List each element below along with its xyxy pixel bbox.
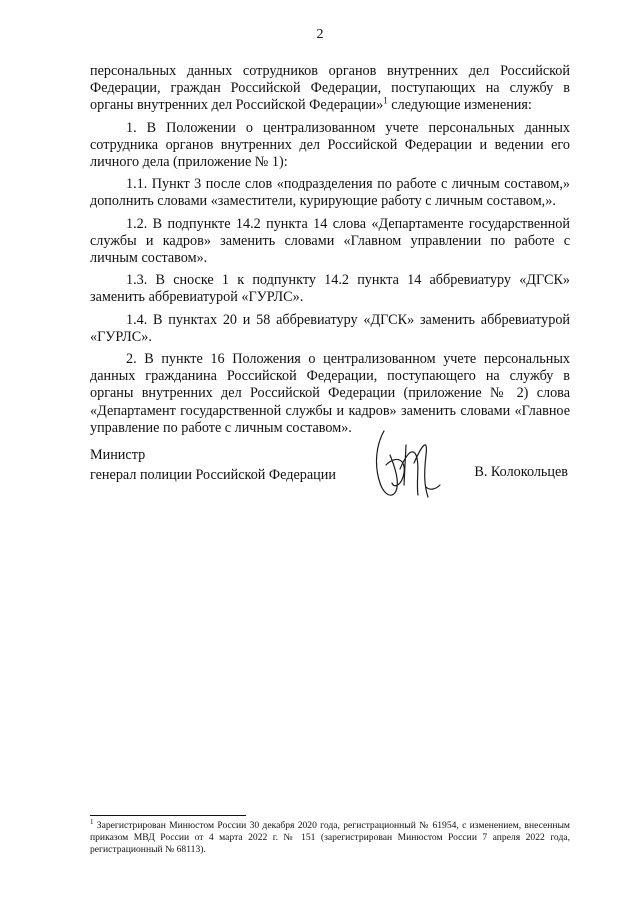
paragraph-item-2: 2. В пункте 16 Положения о централизованном учете персональных данных гражданина Российской Федерации, поступающего на службу в органы внутренних дел Российской Федерации (приложение № 2) слова «Департамент государственной службы и кадров» заменить словами «Главное управление по работе с личным составом». xyxy=(90,351,570,436)
paragraph-intro-tail: следующие изменения: xyxy=(387,97,532,114)
handwritten-signature xyxy=(366,425,446,505)
signatory-title xyxy=(90,445,336,485)
document-body xyxy=(90,63,570,442)
footnote-divider xyxy=(90,815,246,816)
paragraph-item-1-1: 1.1. Пункт 3 после слов «подразделения по работе с личным составом,» дополнить словами «заместители, курирующие работу с личным составом,». xyxy=(90,176,570,210)
footnote xyxy=(90,817,570,856)
footnote-reference: 1 xyxy=(383,95,388,106)
signatory-name: В. Колокольцев xyxy=(474,464,568,480)
page-number: 2 xyxy=(316,27,324,42)
paragraph-intro xyxy=(90,63,570,115)
signatory-position: Министр xyxy=(90,447,146,463)
signatory-rank: генерал полиции Российской Федерации xyxy=(90,467,336,483)
paragraph-item-1: 1. В Положении о централизованном учете персональных данных сотрудника органов внутренних дел Российской Федерации и ведении его личного дела (приложение № 1): xyxy=(90,119,570,171)
paragraph-intro-text: персональных данных сотрудников органов внутренних дел Российской Федерации, граждан Российской Федерации, поступающих на службу в органы внутренних дел Российской Федерации» xyxy=(90,63,570,114)
paragraph-item-1-4: 1.4. В пунктах 20 и 58 аббревиатуру «ДГСК» заменить аббревиатурой «ГУРЛС». xyxy=(90,311,570,345)
paragraph-item-1-3: 1.3. В сноске 1 к подпункту 14.2 пункта 14 аббревиатуру «ДГСК» заменить аббревиатурой «ГУРЛС». xyxy=(90,272,570,306)
footnote-marker: 1 xyxy=(90,817,94,826)
footnote-text: Зарегистрирован Минюстом России 30 декабря 2020 года, регистрационный № 61954, с изменением, внесенным приказом МВД России от 4 марта 2022 г. № 151 (зарегистрирован Минюстом России 7 апреля 2022 года, регистрационный № 68113). xyxy=(90,820,570,855)
paragraph-item-1-2: 1.2. В подпункте 14.2 пункта 14 слова «Департаменте государственной службы и кадров» заменить словами «Главном управлении по работе с личным составом». xyxy=(90,215,570,267)
